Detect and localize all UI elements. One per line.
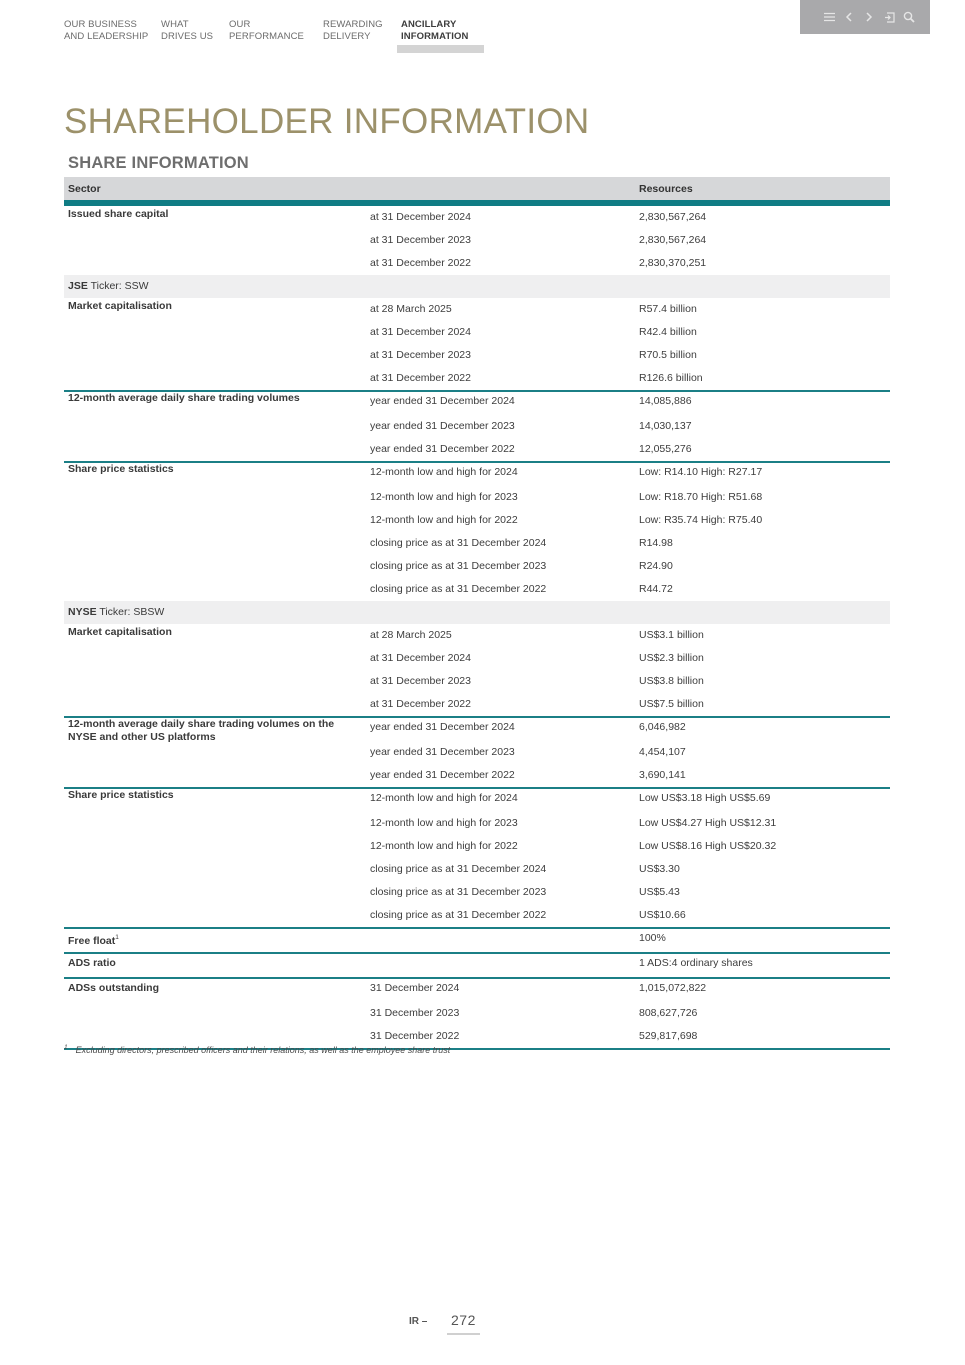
nav-label-line1: WHAT (161, 19, 189, 30)
row-label (68, 932, 358, 948)
row-value: Low: R18.70 High: R51.68 (639, 491, 763, 503)
menu-button[interactable] (822, 9, 836, 25)
row-label: ADS ratio (68, 957, 116, 969)
row-value: Low US$3.18 High US$5.69 (639, 792, 771, 804)
row-period: at 28 March 2025 (370, 303, 452, 315)
row-value: US$7.5 billion (639, 698, 704, 710)
row-value: 100% (639, 932, 666, 944)
exchange-name: NYSE (68, 606, 97, 618)
table-row (64, 952, 890, 977)
nav-label-line2: PERFORMANCE (229, 31, 304, 42)
row-label: 12-month average daily share trading volumes (68, 392, 300, 404)
table-row (64, 555, 890, 578)
footnote (64, 1044, 450, 1055)
table-row (64, 647, 890, 670)
back-icon (884, 12, 895, 23)
nav-label-line1: REWARDING (323, 19, 383, 30)
table-row (64, 741, 890, 764)
page-number-underline (447, 1333, 480, 1335)
row-value: 2,830,567,264 (639, 234, 707, 246)
row-period: 31 December 2022 (370, 1030, 460, 1042)
row-value: 12,055,276 (639, 443, 692, 455)
previous-page-button[interactable] (842, 9, 856, 25)
nav-our-performance[interactable] (229, 19, 304, 43)
nav-what-drives-us[interactable] (161, 19, 213, 43)
row-period: at 31 December 2023 (370, 349, 471, 361)
row-period: at 31 December 2024 (370, 326, 471, 338)
search-button[interactable] (902, 9, 916, 25)
row-value: 4,454,107 (639, 746, 686, 758)
nav-label-line2: DRIVES US (161, 31, 214, 42)
nav-label-line1: OUR (229, 19, 251, 30)
row-value: 14,030,137 (639, 420, 692, 432)
ticker-label (68, 606, 358, 619)
row-period: at 31 December 2022 (370, 372, 471, 384)
row-period: 12-month low and high for 2023 (370, 817, 518, 829)
nav-our-business-and-leadership[interactable] (64, 19, 148, 43)
table-row (64, 206, 890, 229)
ticker-row-jse (64, 275, 890, 298)
row-value: US$3.1 billion (639, 629, 704, 641)
row-value: US$5.43 (639, 886, 680, 898)
page-toolbar (800, 0, 930, 34)
row-value: 3,690,141 (639, 769, 686, 781)
row-period: at 28 March 2025 (370, 629, 452, 641)
row-period: year ended 31 December 2023 (370, 420, 515, 432)
row-value: R42.4 billion (639, 326, 697, 338)
row-value: 529,817,698 (639, 1030, 698, 1042)
table-row (64, 927, 890, 952)
table-row (64, 881, 890, 904)
row-value: US$10.66 (639, 909, 686, 921)
row-label: Market capitalisation (68, 626, 172, 638)
row-period: at 31 December 2023 (370, 675, 471, 687)
table-row (64, 229, 890, 252)
nav-label-line2: INFORMATION (401, 31, 469, 42)
exchange-name: JSE (68, 280, 88, 292)
row-period: year ended 31 December 2024 (370, 395, 515, 407)
table-row (64, 764, 890, 787)
table-row (64, 344, 890, 367)
row-period: at 31 December 2022 (370, 257, 471, 269)
table-row (64, 298, 890, 321)
table-row (64, 904, 890, 927)
row-period: year ended 31 December 2022 (370, 769, 515, 781)
row-value: 808,627,726 (639, 1007, 698, 1019)
section-title: SHARE INFORMATION (68, 154, 249, 172)
row-period: closing price as at 31 December 2022 (370, 909, 547, 921)
active-nav-indicator (397, 45, 484, 53)
table-row (64, 812, 890, 835)
table-row (64, 858, 890, 881)
row-period: 12-month low and high for 2024 (370, 466, 518, 478)
table-row (64, 787, 890, 812)
row-value: 6,046,982 (639, 721, 686, 733)
ticker-label (68, 280, 358, 293)
row-value: R14.98 (639, 537, 673, 549)
row-value: Low: R35.74 High: R75.40 (639, 514, 763, 526)
row-period: 12-month low and high for 2022 (370, 514, 518, 526)
nav-label-line1: ANCILLARY (401, 19, 457, 30)
row-value: US$2.3 billion (639, 652, 704, 664)
table-row (64, 624, 890, 647)
table-row (64, 509, 890, 532)
table-row (64, 415, 890, 438)
row-value: 2,830,370,251 (639, 257, 707, 269)
footnote-mark: 1 (64, 1044, 68, 1051)
row-value: Low US$8.16 High US$20.32 (639, 840, 777, 852)
nav-label-line1: OUR BUSINESS (64, 19, 137, 30)
table-row (64, 367, 890, 390)
row-period: closing price as at 31 December 2024 (370, 537, 547, 549)
report-label: IR – (409, 1316, 428, 1327)
table-row (64, 716, 890, 741)
row-label: Share price statistics (68, 789, 174, 801)
next-page-button[interactable] (862, 9, 876, 25)
row-label: Share price statistics (68, 463, 174, 475)
row-period: year ended 31 December 2024 (370, 721, 515, 733)
row-period: year ended 31 December 2022 (370, 443, 515, 455)
row-period: 12-month low and high for 2024 (370, 792, 518, 804)
row-value: US$3.30 (639, 863, 680, 875)
search-icon (903, 11, 915, 23)
row-label: Market capitalisation (68, 300, 172, 312)
row-value: 14,085,886 (639, 395, 692, 407)
row-period: 12-month low and high for 2023 (370, 491, 518, 503)
row-value: 2,830,567,264 (639, 211, 707, 223)
nav-label-line2: AND LEADERSHIP (64, 31, 149, 42)
page-title: SHAREHOLDER INFORMATION (64, 102, 590, 141)
table-row (64, 1002, 890, 1025)
row-label: ADSs outstanding (68, 982, 159, 994)
row-value: 1,015,072,822 (639, 982, 707, 994)
table-row (64, 835, 890, 858)
row-value: R44.72 (639, 583, 673, 595)
row-label: Issued share capital (68, 208, 169, 220)
table-row (64, 693, 890, 716)
row-period: closing price as at 31 December 2023 (370, 560, 547, 572)
row-value: US$3.8 billion (639, 675, 704, 687)
table-row (64, 977, 890, 1002)
row-label: 12-month average daily share trading volumes on the NYSE and other US platforms (68, 718, 335, 743)
row-value: R57.4 billion (639, 303, 697, 315)
row-value: R126.6 billion (639, 372, 703, 384)
row-period: at 31 December 2022 (370, 698, 471, 710)
table-row (64, 532, 890, 555)
nav-label-line2: DELIVERY (323, 31, 371, 42)
row-value: R24.90 (639, 560, 673, 572)
table-row (64, 670, 890, 693)
row-period: at 31 December 2023 (370, 234, 471, 246)
row-period: 12-month low and high for 2022 (370, 840, 518, 852)
row-period: year ended 31 December 2023 (370, 746, 515, 758)
row-value: 1 ADS:4 ordinary shares (639, 957, 753, 969)
ticker-text: Ticker: SSW (87, 280, 149, 292)
table-row (64, 438, 890, 461)
footnote-reference: 1 (115, 934, 119, 941)
table-row (64, 578, 890, 601)
ticker-row-nyse (64, 601, 890, 624)
footnote-text: Excluding directors, prescribed officers and their relations, as well as the employee share trust (75, 1045, 451, 1055)
table-row (64, 486, 890, 509)
table-row (64, 390, 890, 415)
row-period: at 31 December 2024 (370, 211, 471, 223)
table-row (64, 321, 890, 344)
row-period: 31 December 2023 (370, 1007, 460, 1019)
previous-page-icon (845, 12, 853, 22)
nav-rewarding-delivery[interactable] (323, 19, 383, 43)
page-number: 272 (451, 1312, 476, 1328)
header-sector: Sector (68, 183, 101, 195)
table-row (64, 461, 890, 486)
row-value: Low US$4.27 High US$12.31 (639, 817, 777, 829)
menu-icon (824, 12, 835, 22)
row-period: closing price as at 31 December 2024 (370, 863, 547, 875)
table-header (64, 177, 890, 200)
row-value: Low: R14.10 High: R27.17 (639, 466, 763, 478)
row-period: closing price as at 31 December 2022 (370, 583, 547, 595)
free-float-label: Free float (68, 935, 116, 947)
row-value: R70.5 billion (639, 349, 697, 361)
nav-ancillary-information[interactable] (401, 19, 468, 43)
back-button[interactable] (882, 9, 896, 25)
next-page-icon (865, 12, 873, 22)
row-period: at 31 December 2024 (370, 652, 471, 664)
ticker-text: Ticker: SBSW (96, 606, 165, 618)
table-row (64, 252, 890, 275)
header-resources: Resources (639, 183, 693, 195)
share-information-table (64, 177, 890, 1050)
row-period: closing price as at 31 December 2023 (370, 886, 547, 898)
row-period: 31 December 2024 (370, 982, 460, 994)
